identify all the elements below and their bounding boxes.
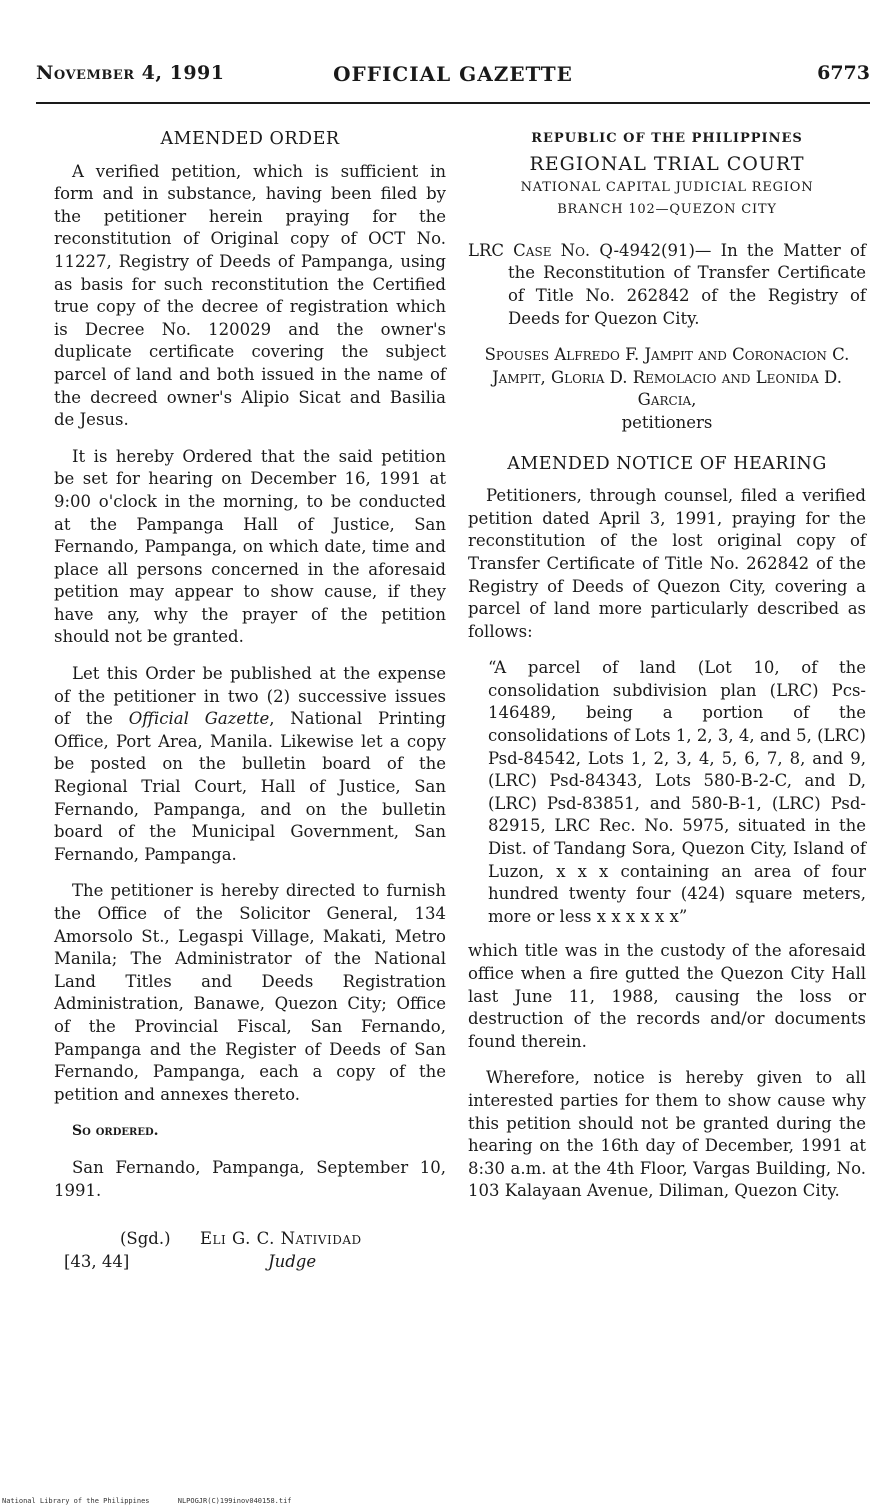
- petitioners-names: Spouses Alfredo F. Jampit and Coronacion C. Jampit, Gloria D. Remolacio and Leonida D. Garcia,: [484, 345, 850, 410]
- order-paragraph-3: [54, 663, 446, 866]
- republic-line: REPUBLIC OF THE PHILIPPINES: [531, 131, 803, 146]
- case-caption: [468, 240, 866, 330]
- judge-name: Eli G. C. Natividad: [200, 1229, 362, 1249]
- court-name: REGIONAL TRIAL COURT: [529, 152, 805, 175]
- land-description-quote: [468, 657, 866, 928]
- notice-paragraph-3: Wherefore, notice is hereby given to all interested parties for them to show cause why this petition should not be granted during the hearing on the 16th day of December, 1991 at 8:30 a.m. at the 4th Floor, Vargas Building, No. 103 Kalayaan Avenue, Diliman, Quezon City.: [468, 1068, 866, 1201]
- order-paragraph-2: It is hereby Ordered that the said petition be set for hearing on December 16, 1991 at 9:00 o'clock in the morning, to be conducted at the Pampanga Hall of Justice, San Fernando, Pampanga, on which date, time and place all persons concerned in the aforesaid petition may appear to show cause, if they have any, why the prayer of the petition should not be granted.: [54, 446, 446, 647]
- notice-title: AMENDED NOTICE OF HEARING: [507, 453, 827, 474]
- issue-reference: [43, 44]: [64, 1252, 130, 1272]
- amended-order-title: AMENDED ORDER: [160, 129, 340, 149]
- left-column: [54, 128, 446, 1274]
- quote-text: “A parcel of land (Lot 10, of the consolidation subdivision plan (LRC) Pcs-146489, being a portion of the consolidations of Lots 1, 2, 3, 4, and 5, (LRC) Psd-84542, Lots 1, 2, 3, 4, 5, 6, 7, 8, and 9, (LRC) Psd-84343, Lots 580-B-2-C, and D, (LRC) Psd-83851, and 580-B-1, (LRC) Psd-82915, LRC Rec. No. 5975, situated in the Dist. of Tandang Sora, Quezon City, Island of Luzon, x x x containing an area of four hundred twenty four (424) square meters, more or less x x x x x x”: [488, 658, 866, 926]
- so-ordered: So ordered.: [72, 1123, 159, 1140]
- branch-line: BRANCH 102—QUEZON CITY: [557, 202, 777, 218]
- scan-footer: [2, 1497, 316, 1505]
- petitioners-label: petitioners: [621, 412, 713, 432]
- right-column: [468, 128, 866, 1217]
- signature-block: [54, 1228, 446, 1274]
- para3-before: Let this Order be published at the expense of the petitioner in two (2) successive issues of the: [54, 664, 446, 729]
- page-header: [36, 62, 870, 96]
- region-line: NATIONAL CAPITAL JUDICIAL REGION: [520, 179, 814, 195]
- notice-paragraph-2: which title was in the custody of the aforesaid office when a fire gutted the Quezon City Hall last June 11, 1988, causing the loss or destruction of the records and/or documents found therein.: [468, 941, 866, 1051]
- issue-date: November 4, 1991: [36, 62, 225, 84]
- page-number: 6773: [817, 62, 870, 84]
- judge-title: Judge: [268, 1252, 317, 1272]
- court-heading: [468, 128, 866, 222]
- order-paragraph-1: A verified petition, which is sufficient in form and in substance, having been filed by the petitioner herein praying for the reconstitution of Original copy of OCT No. 11227, Registry of Deeds of Pampanga, using as basis for such reconstitution the Certified true copy of the decree of registration which is Decree No. 120029 and the owner's duplicate certificate covering the subject parcel of land and both issued in the name of the decreed owner's Alipio Sicat and Basilia de Jesus.: [54, 161, 446, 430]
- order-paragraph-4: The petitioner is hereby directed to furnish the Office of the Solicitor General, 134 Amorsolo St., Legaspi Village, Makati, Metro Manila; The Administrator of the National Land Titles and Deeds Registration Administration, Banawe, Quezon City; Office of the Provincial Fiscal, San Fernando, Pampanga and the Register of Deeds of San Fernando, Pampanga, each a copy of the petition and annexes thereto.: [54, 881, 446, 1104]
- header-rule: [36, 102, 870, 104]
- signed-marker: (Sgd.): [120, 1229, 171, 1249]
- footer-library: National Library of the Philippines: [2, 1497, 150, 1505]
- publication-title: OFFICIAL GAZETTE: [333, 62, 573, 86]
- case-label: LRC Case No. Q-4942(91): [468, 240, 695, 260]
- order-date-line: San Fernando, Pampanga, September 10, 1991.: [54, 1157, 446, 1200]
- petitioners-block: [468, 344, 866, 434]
- case-text: — In the Matter of the Reconstitution of Transfer Certificate of Title No. 262842 of the Registry of Deeds for Quezon City.: [508, 240, 866, 328]
- notice-paragraph-1: Petitioners, through counsel, filed a verified petition dated April 3, 1991, praying for the reconstitution of the lost original copy of Transfer Certificate of Title No. 262842 of the Registry of Deeds of Quezon City, covering a parcel of land more particularly described as follows:: [468, 486, 866, 641]
- para3-after: , National Printing Office, Port Area, Manila. Likewise let a copy be posted on the bulletin board of the Regional Trial Court, Hall of Justice, San Fernando, Pampanga, and on the bulletin board of the Municipal Government, San Fernando, Pampanga.: [54, 709, 446, 864]
- footer-file: NLPOGJR(C)199inov040158.tif: [177, 1497, 292, 1505]
- para3-italic: Official Gazette: [128, 709, 270, 729]
